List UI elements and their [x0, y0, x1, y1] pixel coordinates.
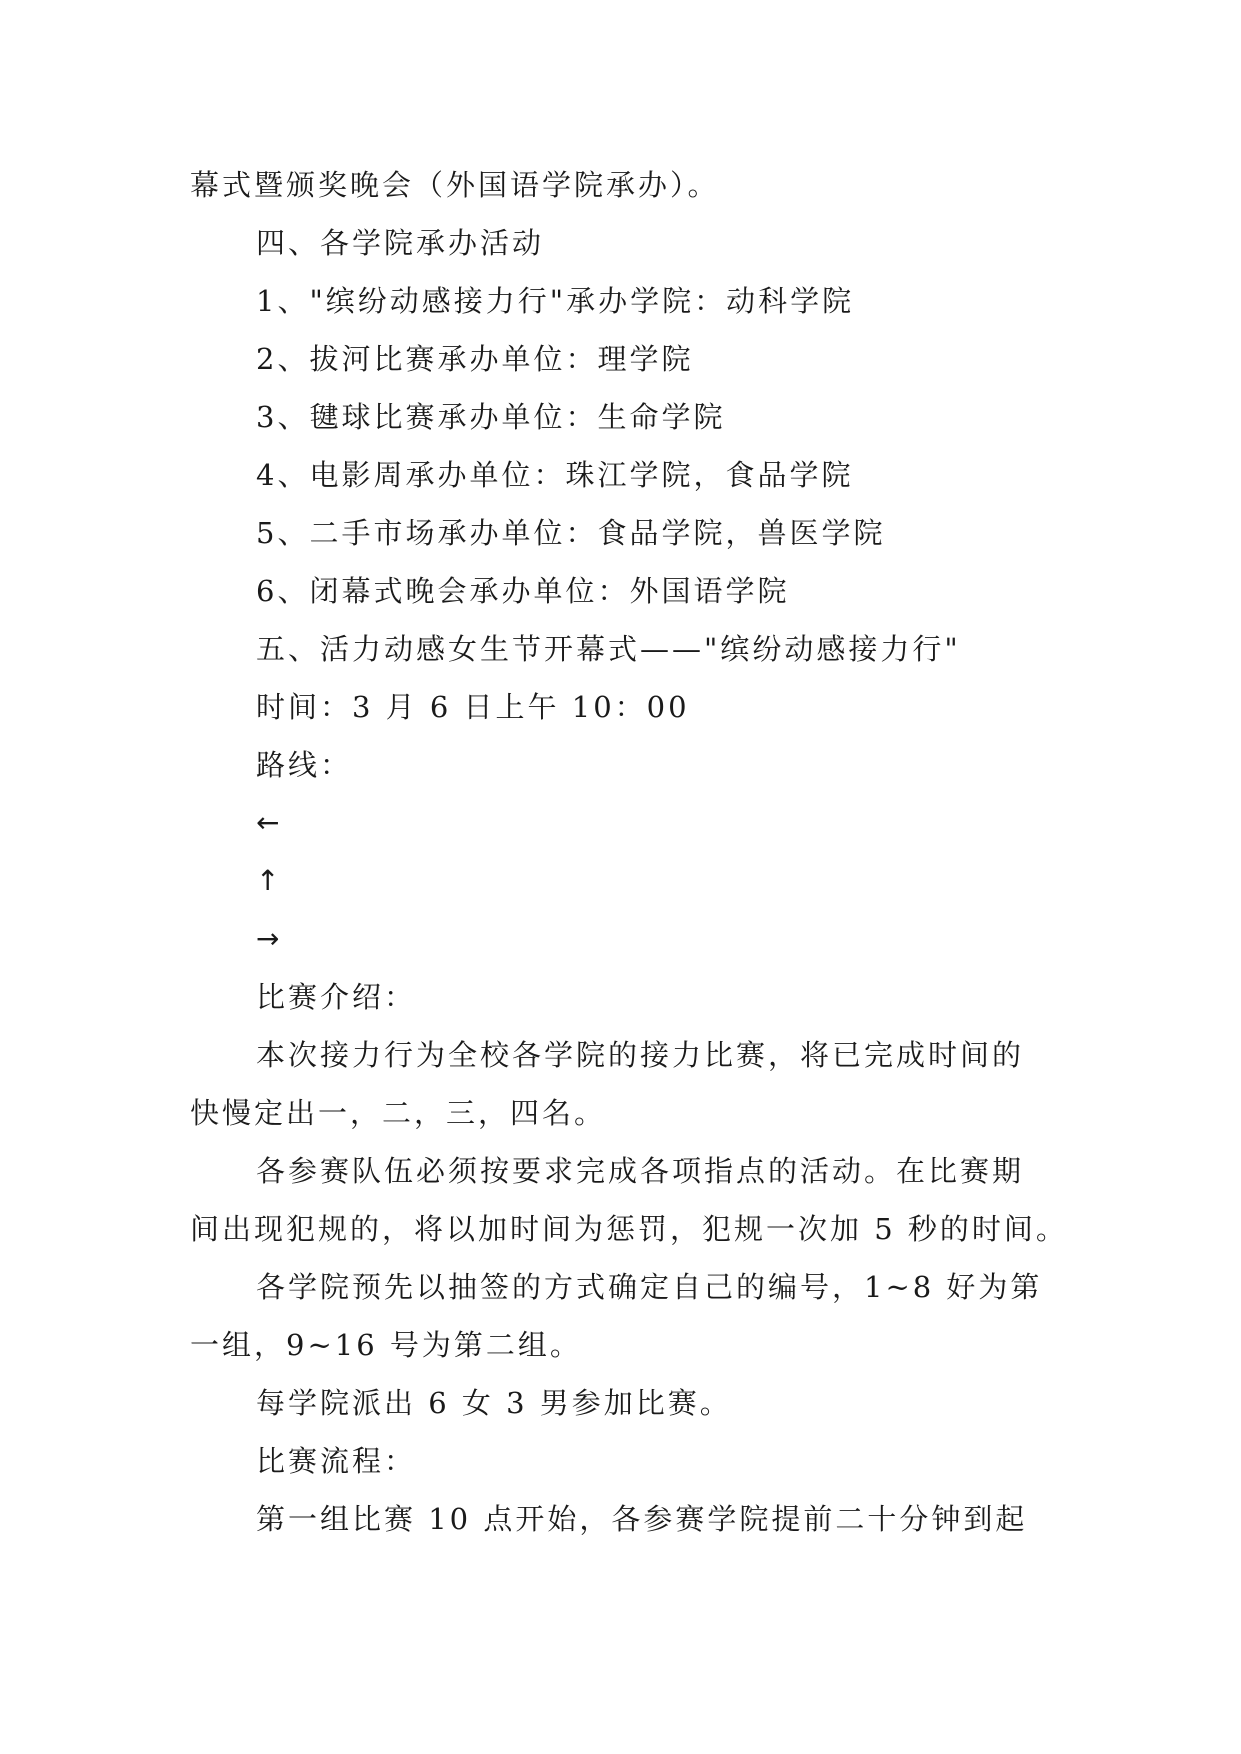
left-arrow-icon: ←	[256, 806, 280, 839]
list-item: 1、"缤纷动感接力行"承办学院：动科学院	[256, 284, 855, 318]
list-item: 5、二手市场承办单位：食品学院，兽医学院	[256, 516, 886, 550]
paragraph-line: 一组，9~16 号为第二组。	[190, 1328, 582, 1362]
paragraph-line: 快慢定出一，二，三，四名。	[190, 1096, 607, 1130]
list-item: 4、电影周承办单位：珠江学院，食品学院	[256, 458, 854, 492]
route-label: 路线：	[256, 748, 353, 782]
paragraph-line: 各参赛队伍必须按要求完成各项指点的活动。在比赛期	[256, 1154, 1025, 1188]
section-heading-5: 五、活力动感女生节开幕式——"缤纷动感接力行"	[256, 632, 961, 666]
list-item: 2、拔河比赛承办单位：理学院	[256, 342, 694, 376]
text-line-continuation: 幕式暨颁奖晚会（外国语学院承办）。	[190, 168, 720, 202]
paragraph-line: 各学院预先以抽签的方式确定自己的编号，1~8 好为第	[256, 1270, 1043, 1304]
paragraph-line: 每学院派出 6 女 3 男参加比赛。	[256, 1386, 732, 1420]
list-item: 6、闭幕式晚会承办单位：外国语学院	[256, 574, 790, 608]
time-line: 时间：3 月 6 日上午 10：00	[256, 690, 690, 724]
list-item: 3、毽球比赛承办单位：生命学院	[256, 400, 726, 434]
paragraph-line: 间出现犯规的，将以加时间为惩罚，犯规一次加 5 秒的时间。	[190, 1212, 1068, 1246]
competition-process-label: 比赛流程：	[256, 1444, 417, 1478]
up-arrow-icon: ↑	[256, 864, 280, 897]
section-heading-4: 四、各学院承办活动	[256, 226, 545, 260]
paragraph-line: 本次接力行为全校各学院的接力比赛，将已完成时间的	[256, 1038, 1025, 1072]
paragraph-line: 第一组比赛 10 点开始，各参赛学院提前二十分钟到起	[256, 1502, 1028, 1536]
right-arrow-icon: →	[256, 922, 280, 955]
competition-intro-label: 比赛介绍：	[256, 980, 417, 1014]
